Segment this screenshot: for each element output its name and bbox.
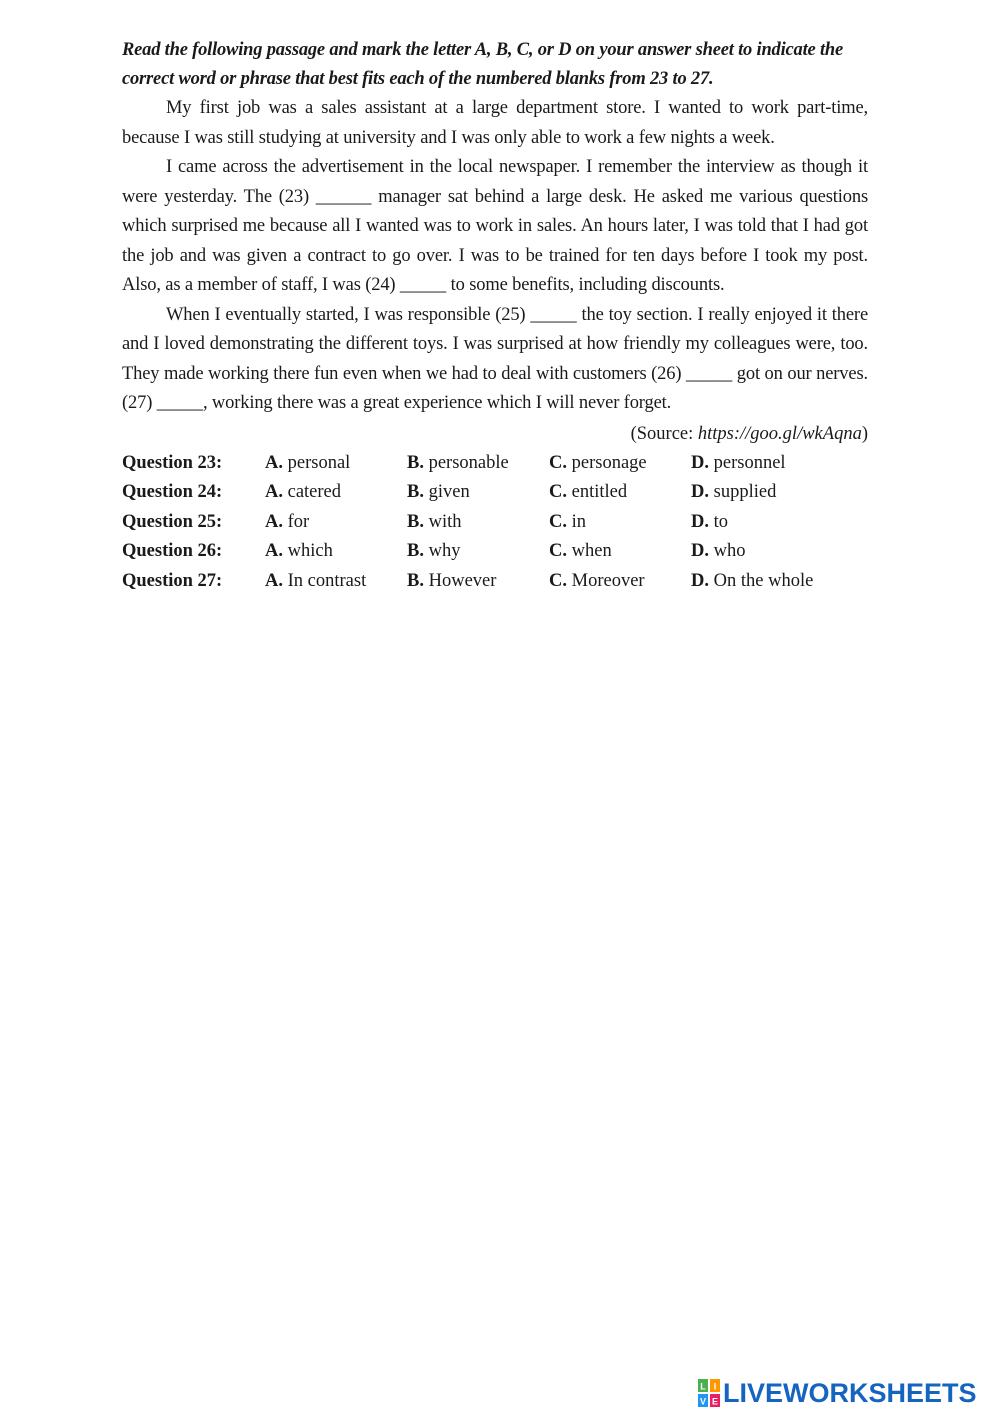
option-text: which bbox=[287, 541, 333, 562]
passage-text: When I eventually started, I was responsible (25) bbox=[166, 304, 531, 325]
exercise-content bbox=[122, 36, 868, 596]
question-label: Question 26: bbox=[122, 541, 223, 562]
answer-option-d bbox=[691, 571, 833, 592]
option-letter: B. bbox=[407, 482, 424, 503]
option-text: why bbox=[428, 541, 461, 562]
answer-option-d bbox=[691, 541, 833, 562]
option-letter: B. bbox=[407, 570, 424, 591]
option-letter: B. bbox=[407, 511, 424, 532]
option-text: who bbox=[713, 541, 746, 562]
liveworksheets-logo bbox=[698, 1376, 977, 1410]
answer-option-d bbox=[691, 453, 833, 474]
passage-text: manager sat behind a large desk. He asked me various questions which surprised me because all I wanted was to work in sales. An hours later, I was told that I had got the job and was given a contract to go over. I was to be trained for ten days before I took my post. Also, as a member of staff, I was (24) bbox=[122, 186, 868, 295]
option-text: entitled bbox=[571, 482, 628, 503]
answer-option-d bbox=[691, 482, 833, 503]
option-letter: A. bbox=[265, 452, 283, 473]
option-text: However bbox=[428, 570, 497, 591]
logo-letter-v: V bbox=[699, 1396, 707, 1407]
source-citation bbox=[122, 419, 868, 449]
question-label: Question 27: bbox=[122, 570, 223, 591]
option-letter: B. bbox=[407, 541, 424, 562]
option-letter: A. bbox=[265, 482, 283, 503]
option-text: Moreover bbox=[571, 570, 645, 591]
answer-option-a bbox=[265, 541, 407, 562]
passage-text: , working there was a great experience which I will never forget. bbox=[202, 393, 672, 413]
logo-letter-e: E bbox=[711, 1396, 719, 1407]
answer-option-b bbox=[407, 571, 549, 592]
answer-option-a bbox=[265, 482, 407, 503]
passage-text: got on our nerves. (27) bbox=[122, 363, 868, 413]
answer-option-c bbox=[549, 541, 691, 562]
answer-option-b bbox=[407, 453, 549, 474]
answer-option-c bbox=[549, 571, 691, 592]
option-letter: C. bbox=[549, 541, 567, 562]
option-text: given bbox=[428, 482, 470, 503]
answer-option-c bbox=[549, 453, 691, 474]
passage-text: I came across the advertisement in the local newspaper. I remember the interview as though it were yesterday. The (23) bbox=[122, 157, 868, 207]
option-letter: A. bbox=[265, 541, 283, 562]
option-text: In contrast bbox=[287, 570, 367, 591]
logo-letter-i: I bbox=[713, 1381, 717, 1392]
blank-25: _____ bbox=[530, 304, 577, 325]
option-letter: C. bbox=[549, 452, 567, 473]
option-letter: D. bbox=[691, 511, 709, 532]
question-label: Question 25: bbox=[122, 511, 223, 532]
option-text: On the whole bbox=[713, 570, 814, 591]
logo-letter-l: L bbox=[700, 1381, 706, 1392]
answer-option-b bbox=[407, 482, 549, 503]
option-letter: D. bbox=[691, 452, 709, 473]
passage-paragraph-1: My first job was a sales assistant at a large department store. I wanted to work part-time, because I was still studying at university and I was only able to work a few nights a week. bbox=[122, 98, 868, 148]
source-prefix: (Source: bbox=[630, 423, 698, 444]
source-url: https://goo.gl/wkAqna bbox=[697, 423, 862, 444]
option-letter: C. bbox=[549, 570, 567, 591]
answer-option-d bbox=[691, 512, 833, 533]
question-list bbox=[122, 449, 868, 597]
option-text: with bbox=[428, 511, 462, 532]
option-text: to bbox=[713, 511, 729, 532]
liveworksheets-logo-icon bbox=[698, 1379, 720, 1407]
answer-option-a bbox=[265, 453, 407, 474]
option-text: personable bbox=[428, 452, 509, 473]
option-text: for bbox=[287, 511, 310, 532]
passage-text: the toy section. I really enjoyed it there and I loved demonstrating the different toys. I was surprised at how friendly my colleagues were, too. They made working there fun even when we had to deal with customers (26) bbox=[122, 304, 868, 384]
question-label: Question 23: bbox=[122, 452, 223, 473]
question-row bbox=[122, 478, 868, 508]
option-text: catered bbox=[287, 482, 342, 503]
answer-option-a bbox=[265, 571, 407, 592]
answer-option-b bbox=[407, 541, 549, 562]
option-text: personnel bbox=[713, 452, 786, 473]
answer-option-c bbox=[549, 482, 691, 503]
question-label: Question 24: bbox=[122, 482, 223, 503]
option-letter: A. bbox=[265, 570, 283, 591]
blank-24: _____ bbox=[399, 275, 447, 295]
blank-23: ______ bbox=[315, 186, 372, 207]
option-text: in bbox=[571, 511, 587, 532]
source-suffix: ) bbox=[861, 423, 868, 444]
answer-option-b bbox=[407, 512, 549, 533]
option-text: supplied bbox=[713, 482, 777, 503]
option-letter: C. bbox=[549, 511, 567, 532]
answer-option-a bbox=[265, 512, 407, 533]
question-row bbox=[122, 537, 868, 567]
option-text: when bbox=[571, 541, 612, 562]
option-letter: A. bbox=[265, 511, 283, 532]
option-letter: C. bbox=[549, 482, 567, 503]
blank-26: _____ bbox=[685, 363, 733, 384]
option-letter: B. bbox=[407, 452, 424, 473]
option-text: personal bbox=[287, 452, 351, 473]
option-letter: D. bbox=[691, 541, 709, 562]
question-row bbox=[122, 567, 868, 597]
passage-text: to some benefits, including discounts. bbox=[446, 275, 725, 295]
logo-text: LIVEWORKSHEETS bbox=[723, 1377, 977, 1408]
option-letter: D. bbox=[691, 570, 709, 591]
question-row bbox=[122, 508, 868, 538]
answer-option-c bbox=[549, 512, 691, 533]
passage-paragraph-2 bbox=[122, 153, 868, 301]
instructions: Read the following passage and mark the letter A, B, C, or D on your answer sheet to indicate the correct word or phrase that best fits each of the numbered blanks from 23 to 27. bbox=[122, 40, 843, 89]
option-letter: D. bbox=[691, 482, 709, 503]
passage-paragraph-3 bbox=[122, 301, 868, 419]
option-text: personage bbox=[571, 452, 647, 473]
question-row bbox=[122, 449, 868, 479]
blank-27: _____ bbox=[156, 393, 203, 413]
